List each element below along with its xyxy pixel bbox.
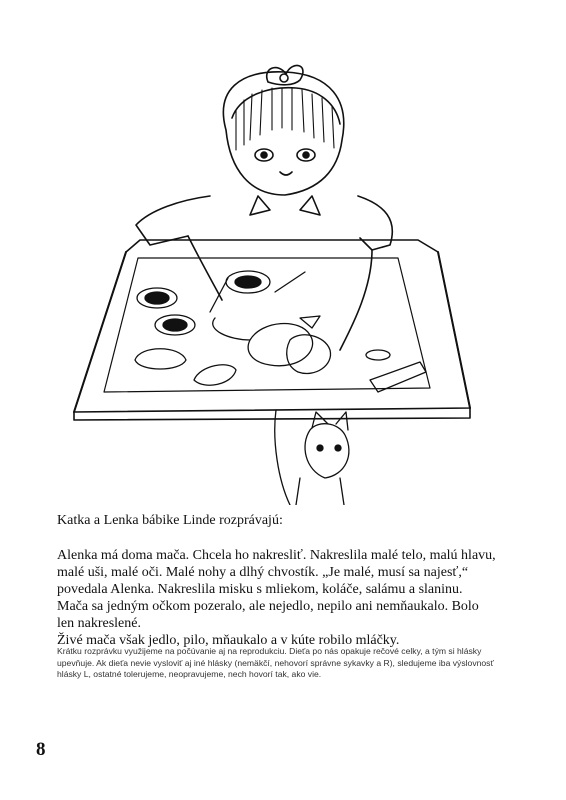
live-kitten xyxy=(275,410,349,505)
story-line: Živé mača však jedlo, pilo, mňaukalo a v kúte robilo mláčky. xyxy=(57,633,400,648)
story-line: malé uši, malé oči. Malé nohy a dlhý chvostík. „Je malé, musí sa najesť,“ xyxy=(57,565,469,580)
girl-drawing xyxy=(136,65,392,350)
intro-line: Katka a Lenka bábike Linde rozprávajú: xyxy=(57,513,283,528)
food-items xyxy=(135,271,426,392)
story-line: povedala Alenka. Nakreslila misku s mliekom, koláče, salámu a slaninu. xyxy=(57,582,463,597)
story-paragraph xyxy=(57,547,512,649)
story-line: Alenka má doma mača. Chcela ho nakresliť. Nakreslila malé telo, malú hlavu, xyxy=(57,548,496,563)
story-line: Mača sa jedným očkom pozeralo, ale nejedlo, nepilo ani nemňaukalo. Bolo xyxy=(57,599,479,614)
drawn-kitten xyxy=(213,316,331,373)
story-line: len nakreslené. xyxy=(57,616,141,631)
page-number: 8 xyxy=(36,739,46,760)
table-drawing xyxy=(74,240,470,420)
teacher-note: Krátku rozprávku využijeme na počúvanie aj na reprodukciu. Dieťa po nás opakuje rečové celky, a tým si hlásky upevňuje. Ak dieťa nevie vysloviť aj iné hlásky (nemäkčí, nehovorí správne sykavky a R), sledujeme iba výslovnosť hlásky L, ostatné tolerujeme, neopravujeme, nech hovorí tak, ako vie. xyxy=(57,646,494,679)
